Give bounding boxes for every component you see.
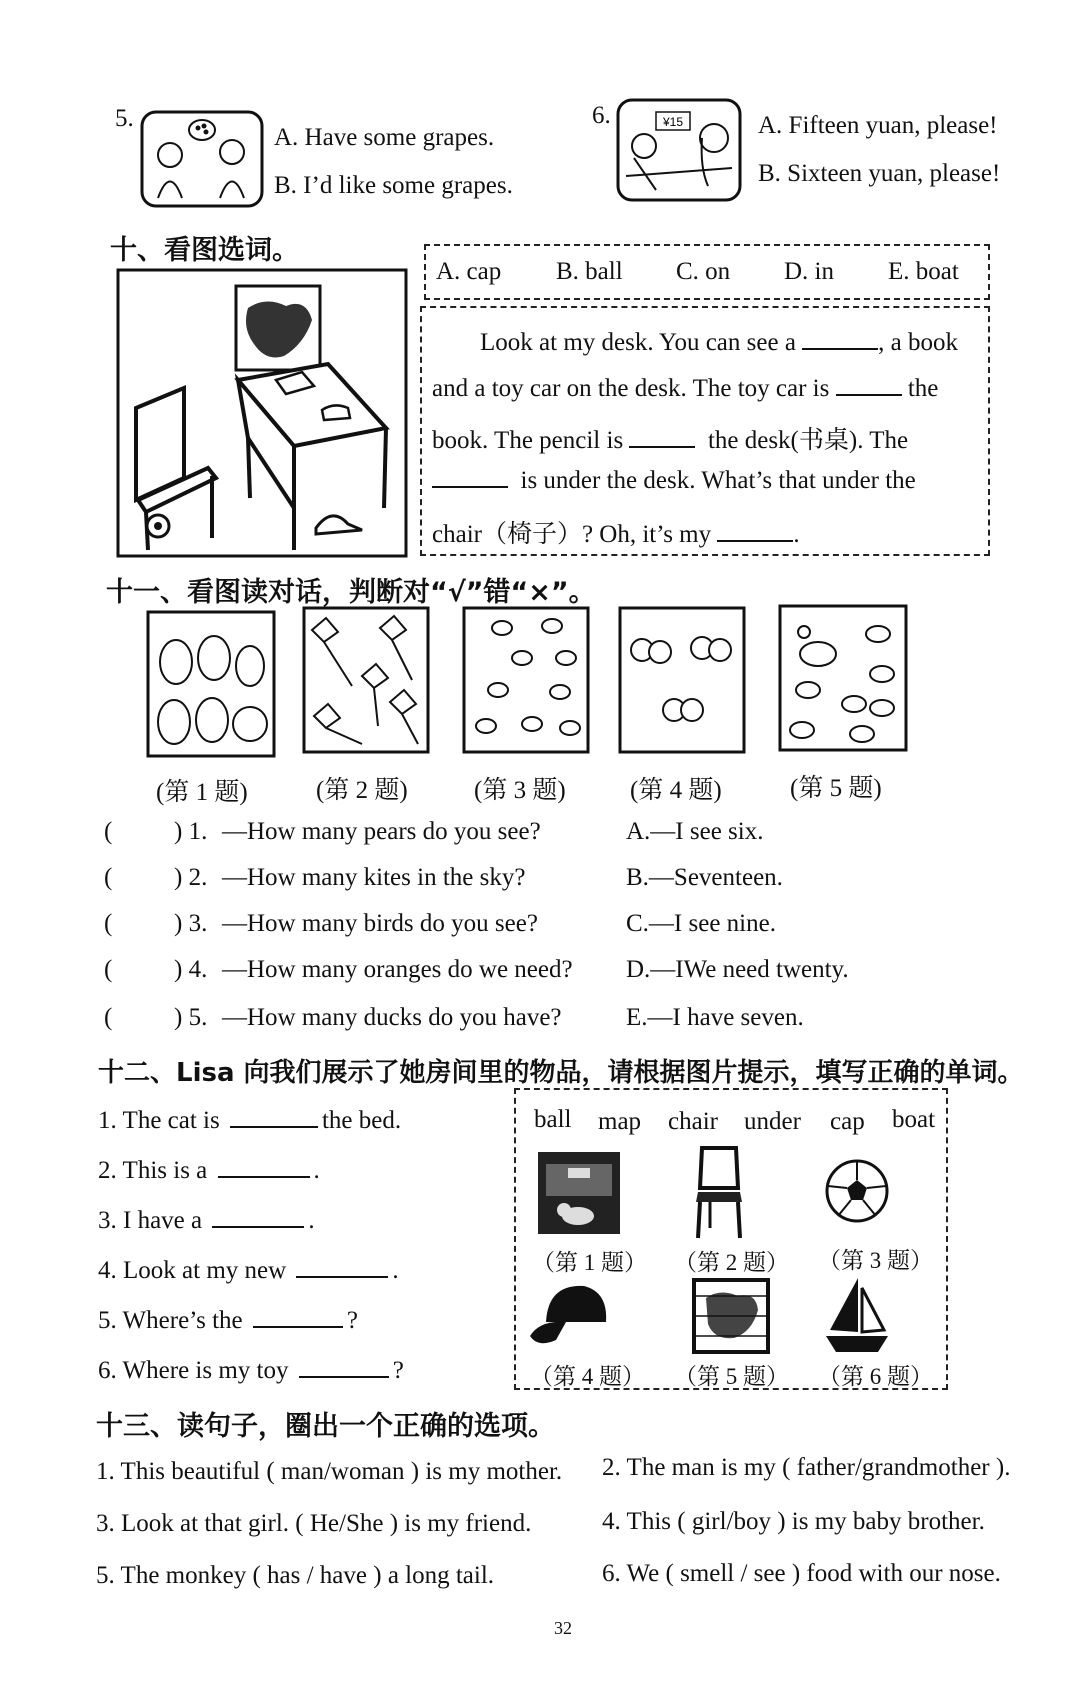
fill-item-tail: ? [346,1307,358,1334]
word-option-d: D. in [784,258,834,285]
cap-picture [526,1278,612,1354]
kites-picture [302,606,430,754]
answer-paren-close: ) 2. [174,864,208,891]
word-option-c: C. on [676,258,731,285]
answer-paren-open: ( [104,818,113,845]
fill-item-tail: . [392,1257,399,1284]
fill-item-text: 2. This is a [98,1157,208,1184]
dialogue-question: —How many kites in the sky? [222,864,526,891]
fill-item-1 [98,1106,401,1135]
map-picture [690,1276,772,1356]
passage-line-3: book. The pencil is the desk(书桌). The [432,427,909,454]
birds-picture [462,606,590,754]
q5-number: 5. [115,105,134,132]
blank[interactable] [230,1106,318,1128]
blank[interactable] [432,466,508,488]
picture-caption-5: (第 5 题) [790,775,882,802]
fill-item-6 [98,1356,404,1385]
box-caption-5: （第 5 题） [674,1364,789,1389]
picture-caption-4: (第 4 题) [630,777,722,804]
word-option-b: B. ball [556,258,623,285]
s13-item-4: 4. This ( girl/boy ) is my baby brother. [602,1508,985,1535]
picture-caption-1: (第 1 题) [156,779,248,806]
dialogue-question: —How many oranges do we need? [222,956,573,983]
q5-option-b: B. I’d like some grapes. [274,172,513,199]
answer-paren-close: ) 5. [174,1004,208,1031]
fill-item-3 [98,1206,315,1235]
page-number: 32 [554,1618,572,1638]
dialogue-answer: E.—I have seven. [626,1004,804,1031]
q6-picture [616,98,742,202]
word-chair: chair [668,1108,718,1135]
fill-item-text: 4. Look at my new [98,1257,287,1284]
dialogue-question: —How many ducks do you have? [222,1004,562,1031]
oranges-picture [618,606,746,754]
word-ball: ball [534,1106,572,1133]
dialogue-question: —How many birds do you see? [222,910,538,937]
answer-paren-open: ( [104,1004,113,1031]
word-map: map [598,1108,642,1135]
answer-paren-open: ( [104,864,113,891]
passage-line-1: Look at my desk. You can see a , a book [480,329,959,356]
dialogue-answer: D.—IWe need twenty. [626,956,849,983]
fill-item-tail: . [313,1157,320,1184]
section-10-heading: 十、看图选词。 [110,235,299,266]
blank[interactable] [299,1356,389,1378]
cat-under-bed-picture [538,1152,620,1234]
s13-item-6: 6. We ( smell / see ) food with our nose. [602,1560,1001,1587]
blank[interactable] [836,374,902,396]
ducks-picture [778,604,908,752]
box-caption-4: （第 4 题） [530,1364,645,1389]
answer-paren-close: ) 1. [174,818,208,845]
q6-number: 6. [592,102,611,129]
q6-option-b: B. Sixteen yuan, please! [758,160,1001,187]
word-cap: cap [830,1108,865,1135]
q6-price-sign: ¥15 [662,115,684,129]
word-option-a: A. cap [436,258,502,285]
fill-item-text: 3. I have a [98,1207,203,1234]
boat-picture [822,1274,892,1356]
s13-item-5: 5. The monkey ( has / have ) a long tail. [96,1562,495,1589]
box-caption-2: （第 2 题） [674,1250,789,1275]
fill-item-tail: ? [392,1357,404,1384]
fill-item-tail: the bed. [321,1107,402,1134]
picture-caption-2: (第 2 题) [316,777,408,804]
section-13-heading: 十三、读句子，圈出一个正确的选项。 [96,1411,555,1442]
desk-room-picture [116,268,408,558]
blank[interactable] [296,1256,388,1278]
fill-item-5 [98,1306,358,1335]
q5-option-a: A. Have some grapes. [274,124,495,151]
ball-picture [824,1158,890,1224]
answer-paren-open: ( [104,910,113,937]
passage-line-4: is under the desk. What’s that under the [432,466,916,495]
answer-paren-close: ) 3. [174,910,208,937]
s13-item-2: 2. The man is my ( father/grandmother ). [602,1454,1011,1481]
answer-paren-open: ( [104,956,113,983]
word-under: under [744,1108,801,1135]
blank[interactable] [218,1156,310,1178]
fill-item-4 [98,1256,399,1285]
word-boat: boat [892,1106,936,1133]
fill-item-tail: . [308,1207,315,1234]
s13-item-1: 1. This beautiful ( man/woman ) is my mother. [96,1458,563,1485]
pears-picture [146,610,276,758]
blank[interactable] [212,1206,304,1228]
fill-item-text: 1. The cat is [98,1107,220,1134]
blank[interactable] [253,1306,343,1328]
s13-item-3: 3. Look at that girl. ( He/She ) is my friend. [96,1510,532,1537]
fill-item-2 [98,1156,320,1185]
box-caption-6: （第 6 题） [818,1364,933,1389]
picture-caption-3: (第 3 题) [474,777,566,804]
dialogue-answer: A.—I see six. [626,818,764,845]
section-11-heading: 十一、看图读对话，判断对“√”错“×”。 [106,577,596,608]
passage-line-5: chair（椅子）? Oh, it’s my . [432,521,800,548]
blank[interactable] [629,426,695,448]
chair-picture [690,1144,748,1240]
fill-item-text: 5. Where’s the [98,1307,243,1334]
word-option-e: E. boat [888,258,959,285]
q5-picture [140,110,264,208]
dialogue-question: —How many pears do you see? [222,818,541,845]
box-caption-3: （第 3 题） [818,1248,933,1273]
section-12-heading: 十二、Lisa 向我们展示了她房间里的物品，请根据图片提示，填写正确的单词。 [98,1058,1024,1088]
dialogue-answer: C.—I see nine. [626,910,776,937]
fill-item-text: 6. Where is my toy [98,1357,289,1384]
blank[interactable] [802,328,878,350]
q6-option-a: A. Fifteen yuan, please! [758,112,998,139]
blank[interactable] [717,520,793,542]
box-caption-1: （第 1 题） [532,1250,647,1275]
dialogue-answer: B.—Seventeen. [626,864,783,891]
passage-line-2: and a toy car on the desk. The toy car is the [432,375,939,402]
answer-paren-close: ) 4. [174,956,208,983]
